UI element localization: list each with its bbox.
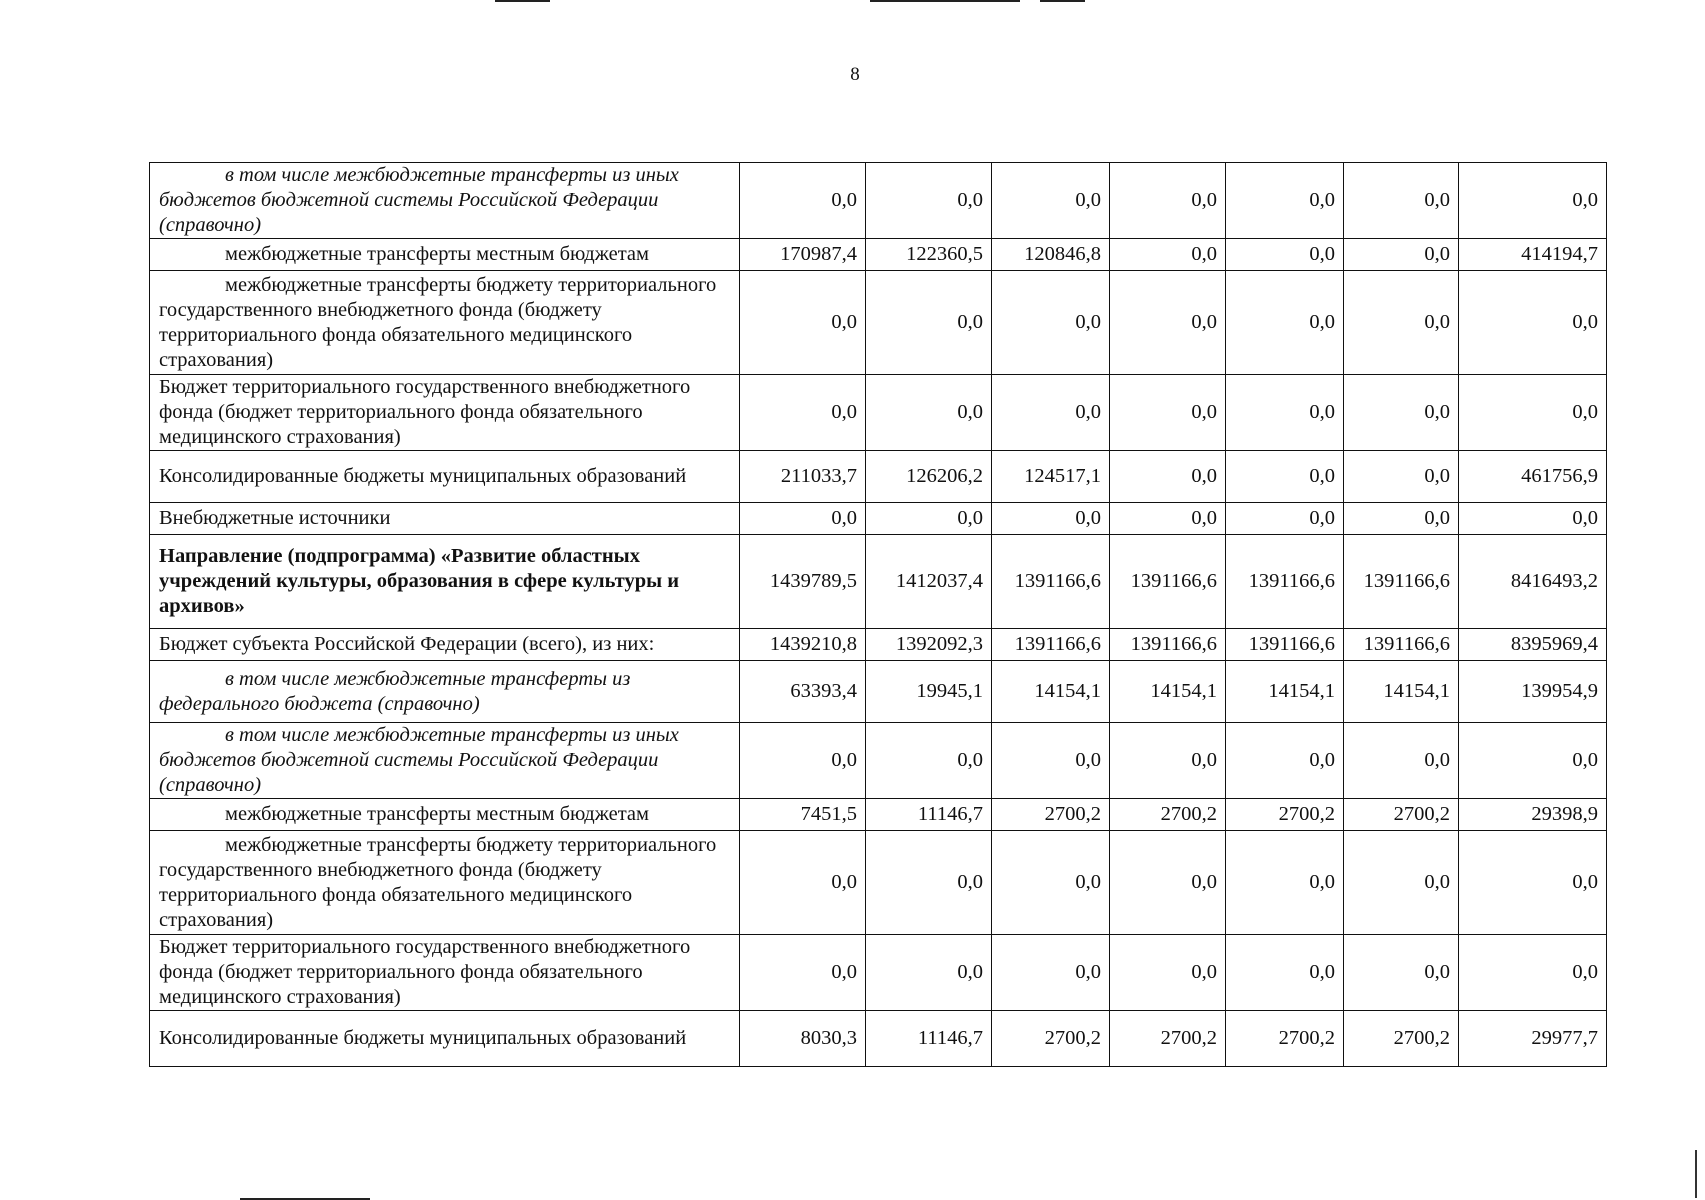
- page-number: 8: [850, 64, 860, 85]
- table-row: [150, 451, 1607, 503]
- row-value: 0,0: [1226, 375, 1344, 451]
- row-value: 1391166,6: [1344, 535, 1459, 629]
- row-value: 0,0: [866, 163, 992, 239]
- row-value: 0,0: [1226, 831, 1344, 935]
- row-value: 0,0: [1110, 451, 1226, 503]
- row-value: 0,0: [1226, 239, 1344, 271]
- row-value: 1391166,6: [992, 535, 1110, 629]
- row-value: 0,0: [1226, 451, 1344, 503]
- row-value: 1391166,6: [1226, 535, 1344, 629]
- row-value: 0,0: [992, 503, 1110, 535]
- row-value: 120846,8: [992, 239, 1110, 271]
- row-value: 1412037,4: [866, 535, 992, 629]
- table-row: [150, 723, 1607, 799]
- table-body: [150, 163, 1607, 1067]
- row-value: 461756,9: [1459, 451, 1607, 503]
- row-value: 2700,2: [1226, 1011, 1344, 1067]
- row-value: 0,0: [1226, 503, 1344, 535]
- row-value: 0,0: [740, 831, 866, 935]
- row-value: 0,0: [740, 271, 866, 375]
- row-value: 2700,2: [992, 799, 1110, 831]
- row-value: 0,0: [992, 163, 1110, 239]
- scan-artifact: [870, 0, 1020, 2]
- row-value: 0,0: [1344, 271, 1459, 375]
- row-value: 11146,7: [866, 799, 992, 831]
- row-value: 0,0: [866, 271, 992, 375]
- row-label: Консолидированные бюджеты муниципальных образований: [150, 451, 740, 503]
- row-value: 0,0: [1110, 935, 1226, 1011]
- row-value: 211033,7: [740, 451, 866, 503]
- row-value: 126206,2: [866, 451, 992, 503]
- row-value: 0,0: [1344, 935, 1459, 1011]
- row-value: 0,0: [1459, 723, 1607, 799]
- row-value: 1391166,6: [992, 629, 1110, 661]
- row-value: 0,0: [992, 935, 1110, 1011]
- row-value: 0,0: [992, 271, 1110, 375]
- scan-artifact: [495, 0, 550, 2]
- row-value: 0,0: [1110, 239, 1226, 271]
- table-row: [150, 935, 1607, 1011]
- row-value: 0,0: [1226, 271, 1344, 375]
- table-row: [150, 375, 1607, 451]
- row-label: межбюджетные трансферты бюджету территориального государственного внебюджетного фонда (бюджету территориального фонда обязательного медицинского страхования): [150, 831, 740, 935]
- table-row: [150, 239, 1607, 271]
- row-value: 19945,1: [866, 661, 992, 723]
- row-value: 414194,7: [1459, 239, 1607, 271]
- row-value: 1391166,6: [1110, 629, 1226, 661]
- row-label: Направление (подпрограмма) «Развитие областных учреждений культуры, образования в сфере культуры и архивов»: [150, 535, 740, 629]
- row-value: 139954,9: [1459, 661, 1607, 723]
- row-value: 0,0: [1344, 831, 1459, 935]
- row-value: 29977,7: [1459, 1011, 1607, 1067]
- row-label: в том числе межбюджетные трансферты из иных бюджетов бюджетной системы Российской Федерации (справочно): [150, 723, 740, 799]
- row-value: 170987,4: [740, 239, 866, 271]
- row-value: 0,0: [1110, 163, 1226, 239]
- row-value: 0,0: [1344, 503, 1459, 535]
- table-row: [150, 503, 1607, 535]
- row-label: межбюджетные трансферты местным бюджетам: [150, 799, 740, 831]
- row-value: 0,0: [740, 503, 866, 535]
- row-value: 8395969,4: [1459, 629, 1607, 661]
- table-row: [150, 799, 1607, 831]
- row-value: 1439789,5: [740, 535, 866, 629]
- row-label: межбюджетные трансферты бюджету территориального государственного внебюджетного фонда (бюджету территориального фонда обязательного медицинского страхования): [150, 271, 740, 375]
- row-value: 0,0: [1110, 723, 1226, 799]
- row-value: 122360,5: [866, 239, 992, 271]
- table-row: [150, 661, 1607, 723]
- scan-artifact: [1695, 1150, 1697, 1198]
- row-value: 0,0: [866, 935, 992, 1011]
- row-value: 1391166,6: [1110, 535, 1226, 629]
- row-label: Бюджет субъекта Российской Федерации (всего), из них:: [150, 629, 740, 661]
- row-label: межбюджетные трансферты местным бюджетам: [150, 239, 740, 271]
- row-value: 0,0: [1110, 271, 1226, 375]
- row-value: 2700,2: [992, 1011, 1110, 1067]
- row-value: 0,0: [866, 375, 992, 451]
- row-value: 0,0: [1459, 375, 1607, 451]
- row-value: 0,0: [1459, 163, 1607, 239]
- row-value: 0,0: [740, 935, 866, 1011]
- budget-table: [149, 162, 1607, 1067]
- row-value: 0,0: [1110, 831, 1226, 935]
- row-value: 29398,9: [1459, 799, 1607, 831]
- row-value: 14154,1: [1226, 661, 1344, 723]
- row-value: 0,0: [740, 375, 866, 451]
- row-value: 0,0: [740, 723, 866, 799]
- row-value: 2700,2: [1344, 799, 1459, 831]
- row-value: 124517,1: [992, 451, 1110, 503]
- table-row: [150, 1011, 1607, 1067]
- row-value: 0,0: [1459, 271, 1607, 375]
- row-value: 14154,1: [1110, 661, 1226, 723]
- row-value: 2700,2: [1110, 799, 1226, 831]
- row-value: 63393,4: [740, 661, 866, 723]
- row-value: 2700,2: [1344, 1011, 1459, 1067]
- row-value: 0,0: [1226, 935, 1344, 1011]
- table-row: [150, 629, 1607, 661]
- row-value: 8030,3: [740, 1011, 866, 1067]
- row-value: 0,0: [866, 723, 992, 799]
- row-value: 0,0: [1344, 375, 1459, 451]
- row-label: Бюджет территориального государственного внебюджетного фонда (бюджет территориального фонда обязательного медицинского страхования): [150, 375, 740, 451]
- row-value: 7451,5: [740, 799, 866, 831]
- row-value: 0,0: [1344, 163, 1459, 239]
- row-value: 0,0: [992, 723, 1110, 799]
- row-value: 0,0: [992, 375, 1110, 451]
- row-value: 0,0: [1344, 451, 1459, 503]
- row-value: 1391166,6: [1344, 629, 1459, 661]
- row-value: 0,0: [866, 503, 992, 535]
- row-label: в том числе межбюджетные трансферты из иных бюджетов бюджетной системы Российской Федерации (справочно): [150, 163, 740, 239]
- row-label: Бюджет территориального государственного внебюджетного фонда (бюджет территориального фонда обязательного медицинского страхования): [150, 935, 740, 1011]
- row-label: Внебюджетные источники: [150, 503, 740, 535]
- table-row: [150, 831, 1607, 935]
- row-value: 14154,1: [992, 661, 1110, 723]
- row-value: 0,0: [1459, 831, 1607, 935]
- row-value: 14154,1: [1344, 661, 1459, 723]
- scan-artifact: [1040, 0, 1085, 2]
- row-value: 0,0: [740, 163, 866, 239]
- row-value: 0,0: [1344, 723, 1459, 799]
- row-value: 0,0: [1110, 503, 1226, 535]
- row-value: 1392092,3: [866, 629, 992, 661]
- row-label: Консолидированные бюджеты муниципальных образований: [150, 1011, 740, 1067]
- row-value: 0,0: [1226, 723, 1344, 799]
- row-value: 2700,2: [1110, 1011, 1226, 1067]
- row-value: 0,0: [1110, 375, 1226, 451]
- row-value: 0,0: [1459, 935, 1607, 1011]
- row-value: 1391166,6: [1226, 629, 1344, 661]
- row-value: 11146,7: [866, 1011, 992, 1067]
- row-value: 0,0: [1226, 163, 1344, 239]
- row-value: 1439210,8: [740, 629, 866, 661]
- table-row: [150, 163, 1607, 239]
- table-row: [150, 271, 1607, 375]
- row-value: 0,0: [866, 831, 992, 935]
- row-label: в том числе межбюджетные трансферты из федерального бюджета (справочно): [150, 661, 740, 723]
- row-value: 8416493,2: [1459, 535, 1607, 629]
- row-value: 2700,2: [1226, 799, 1344, 831]
- table-row: [150, 535, 1607, 629]
- row-value: 0,0: [1459, 503, 1607, 535]
- row-value: 0,0: [1344, 239, 1459, 271]
- row-value: 0,0: [992, 831, 1110, 935]
